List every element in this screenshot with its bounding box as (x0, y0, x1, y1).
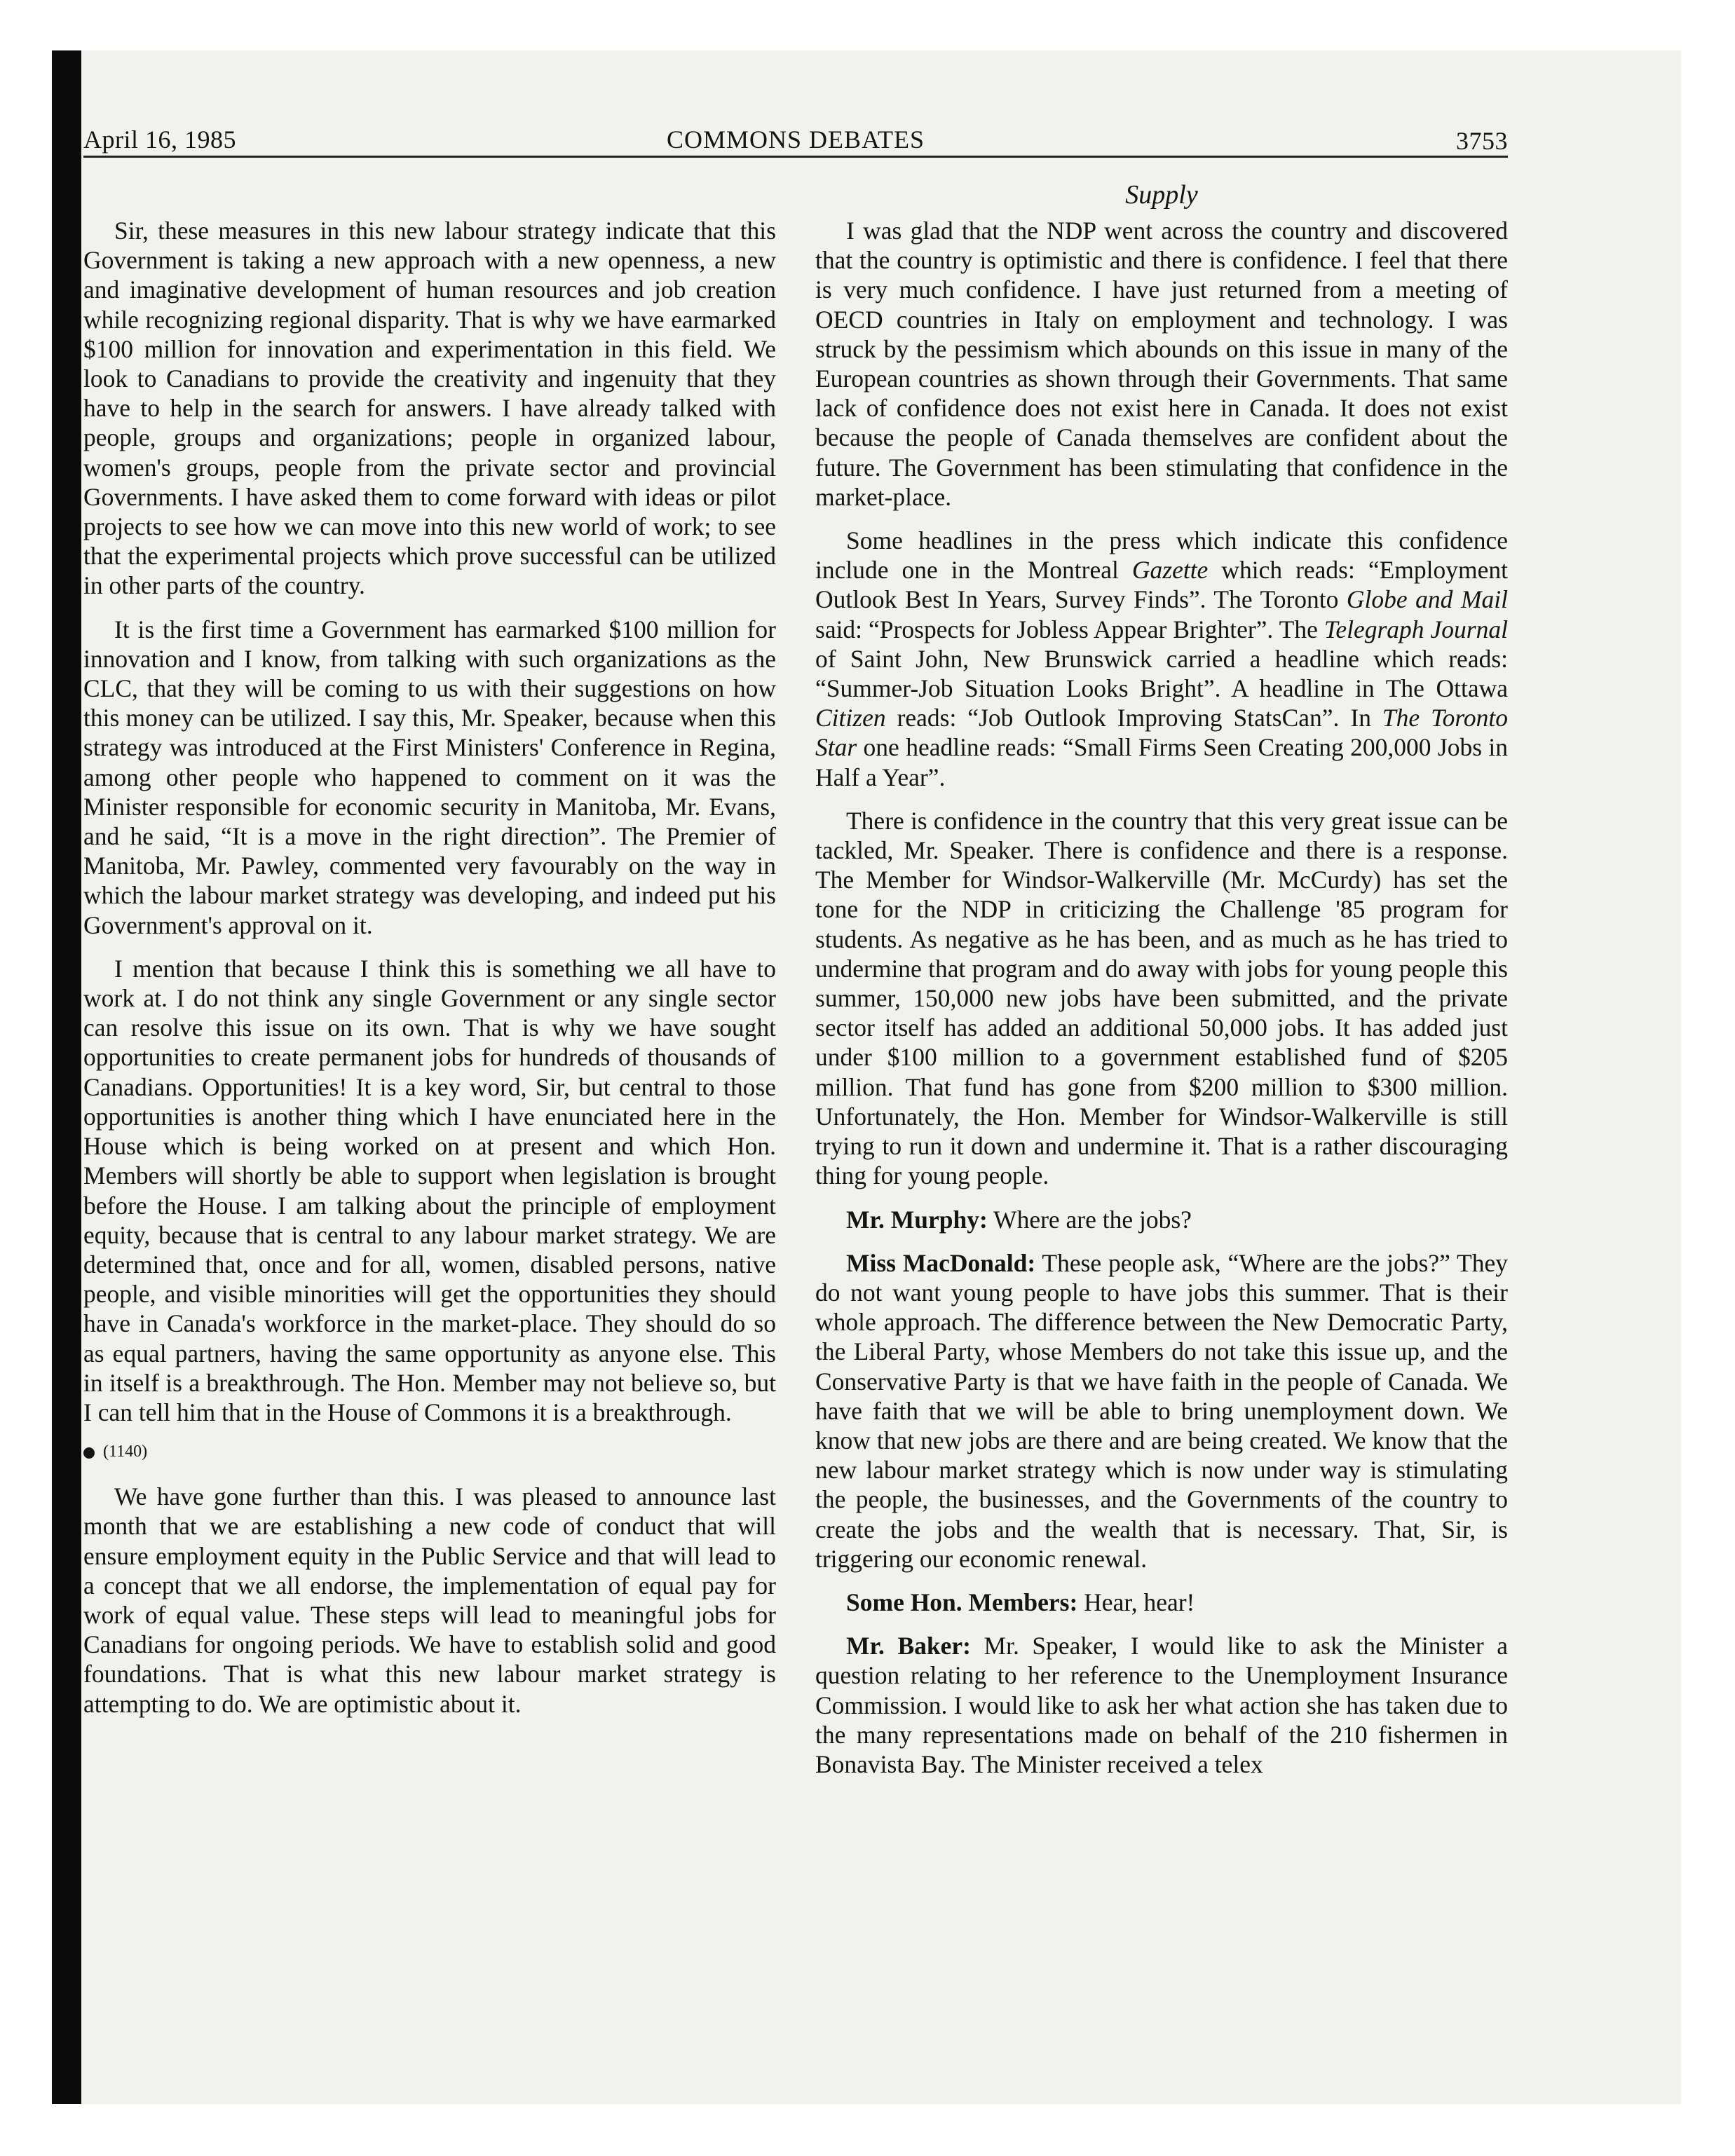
section-title: Supply (1125, 180, 1198, 210)
paragraph: It is the first time a Government has earmarked $100 million for innovation and I know, from talking with such organizations as the CLC, that they will be coming to us with their suggestions on how this money can be utilized. I say this, Mr. Speaker, because when this strategy was introduced at the First Ministers' Conference in Regina, among other people who happened to comment on it was the Minister responsible for economic security in Manitoba, Mr. Evans, and he said, “It is a move in the right direction”. The Premier of Manitoba, Mr. Pawley, commented very favourably on the way in which the labour market strategy was developing, and indeed put his Government's approval on it. (83, 615, 776, 939)
scan-edge (52, 50, 81, 2104)
paragraph-headlines (815, 526, 1508, 792)
header-publication: COMMONS DEBATES (666, 125, 925, 153)
bullet-icon (83, 1447, 95, 1459)
paragraph: I was glad that the NDP went across the country and discovered that the country is optimistic and there is confidence. I feel that there is very much confidence. I have just returned from a meeting of OECD countries in Italy on employment and technology. I was struck by the pessimism which abounds on this issue in many of the European countries as shown through their Governments. That same lack of confidence does not exist here in Canada. It does not exist because the people of Canada themselves are confident about the future. The Government has been stimulating that confidence in the market-place. (815, 217, 1508, 511)
header-page-number: 3753 (1456, 127, 1508, 155)
speech-macdonald (815, 1248, 1508, 1574)
text-run: Some headlines in the press which indicate this confidence include one in the Montreal (815, 526, 1508, 585)
header-rule (83, 156, 1508, 158)
text-run: which reads: “Employment Outlook Best In Years, Survey Finds”. The Toronto (815, 556, 1509, 614)
speaker-name: Mr. Baker: (846, 1632, 971, 1660)
speech-text: These people ask, “Where are the jobs?” They do not want young people to have jobs this summer. That is their whole approach. The difference between the New Democratic Party, the Liberal Party, whose Members do not take this issue up, and the Conservative Party is that we have faith in the people of Canada. We have faith that we will be able to bring unemployment down. We know that new jobs are there and are being created. We know that the new labour market strategy which is now under way is stimulating the people, the businesses, and the Governments of the country to create the jobs and the wealth that is necessary. That, Sir, is triggering our economic renewal. (815, 1248, 1508, 1573)
newspaper-title: Telegraph Journal (1324, 615, 1508, 643)
speaker-name: Some Hon. Members: (846, 1588, 1078, 1616)
speaker-name: Mr. Murphy: (846, 1205, 988, 1234)
speech-members (815, 1588, 1508, 1617)
speech-baker (815, 1631, 1508, 1779)
paragraph: There is confidence in the country that this very great issue can be tackled, Mr. Speaker. There is confidence and there is a response. The Member for Windsor-Walkerville (Mr. McCurdy) has set the tone for the NDP in criticizing the Challenge '85 program for students. As negative as he has been, and as much as he has tried to undermine that program and do away with jobs for young people this summer, 150,000 new jobs have been submitted, and the private sector itself has added an additional 50,000 jobs. It has added just under $100 million to a government established fund of $205 million. That fund has gone from $200 million to $300 million. Unfortunately, the Hon. Member for Windsor-Walkerville is still trying to run it down and undermine it. That is a rather discouraging thing for young people. (815, 806, 1508, 1190)
text-run: of Saint John, New Brunswick carried a headline which reads: “Summer-Job Situation Looks Bright”. A headline in The Ottawa (815, 644, 1508, 703)
speech-text: Where are the jobs? (987, 1205, 1192, 1234)
right-column (815, 216, 1508, 1793)
text-run: reads: “Job Outlook Improving StatsCan”. In (885, 704, 1382, 732)
speech-text: Mr. Speaker, I would like to ask the Minister a question relating to her reference to the Unemployment Insurance Commission. I would like to ask her what action she has taken due to the many representations made on behalf of the 210 fishermen in Bonavista Bay. The Minister received a telex (815, 1632, 1508, 1778)
paragraph: I mention that because I think this is something we all have to work at. I do not think any single Government or any single sector can resolve this issue on its own. That is why we have sought opportunities to create permanent jobs for hundreds of thousands of Canadians. Opportunities! It is a key word, Sir, but central to those opportunities is another thing which I have enunciated here in the House which is being worked on at present and which Hon. Members will shortly be able to support when legislation is brought before the House. I am talking about the principle of employment equity, because that is central to any labour market strategy. We are determined that, once and for all, women, disabled persons, native people, and visible minorities will get the opportunities they should have in Canada's workforce in the market-place. They should do so as equal partners, having the same opportunity as anyone else. This in itself is a breakthrough. The Hon. Member may not believe so, but I can tell him that in the House of Commons it is a breakthrough. (83, 954, 776, 1426)
paragraph: Sir, these measures in this new labour strategy indicate that this Government is taking a new approach with a new openness, a new and imaginative development of human resources and job creation while recognizing regional disparity. That is why we have earmarked $100 million for innovation and experimentation in this field. We look to Canadians to provide the creativity and ingenuity that they have to help in the search for answers. I have already talked with people, groups and organizations; people in organized labour, women's groups, people from the private sector and provincial Governments. I have asked them to come forward with ideas or pilot projects to see how we can move into this new world of work; to see that the experimental projects which prove successful can be utilized in other parts of the country. (83, 217, 776, 600)
speaker-name: Miss MacDonald: (846, 1248, 1036, 1277)
newspaper-title: Citizen (815, 704, 886, 732)
text-run: one headline reads: “Small Firms Seen Creating 200,000 Jobs in Half a Year”. (815, 733, 1508, 791)
text-run: said: “Prospects for Jobless Appear Brighter”. The (815, 615, 1324, 643)
header-date: April 16, 1985 (83, 125, 236, 153)
speech-murphy (815, 1205, 1508, 1234)
newspaper-title: Globe and Mail (1346, 585, 1508, 614)
time-marker-text: (1140) (103, 1442, 148, 1461)
paragraph: We have gone further than this. I was pleased to announce last month that we are establishing a new code of conduct that will ensure employment equity in the Public Service and that will lead to a concept that we all endorse, the implementation of equal pay for work of equal value. These steps will lead to meaningful jobs for Canadians for ongoing periods. We have to establish solid and good foundations. That is what this new labour market strategy is attempting to do. We are optimistic about it. (83, 1482, 776, 1718)
newspaper-title: Gazette (1131, 556, 1209, 585)
speech-text: Hear, hear! (1077, 1588, 1195, 1616)
left-column (83, 216, 776, 1733)
time-marker (83, 1441, 776, 1462)
newspaper-title: The Toronto Star (815, 704, 1508, 762)
